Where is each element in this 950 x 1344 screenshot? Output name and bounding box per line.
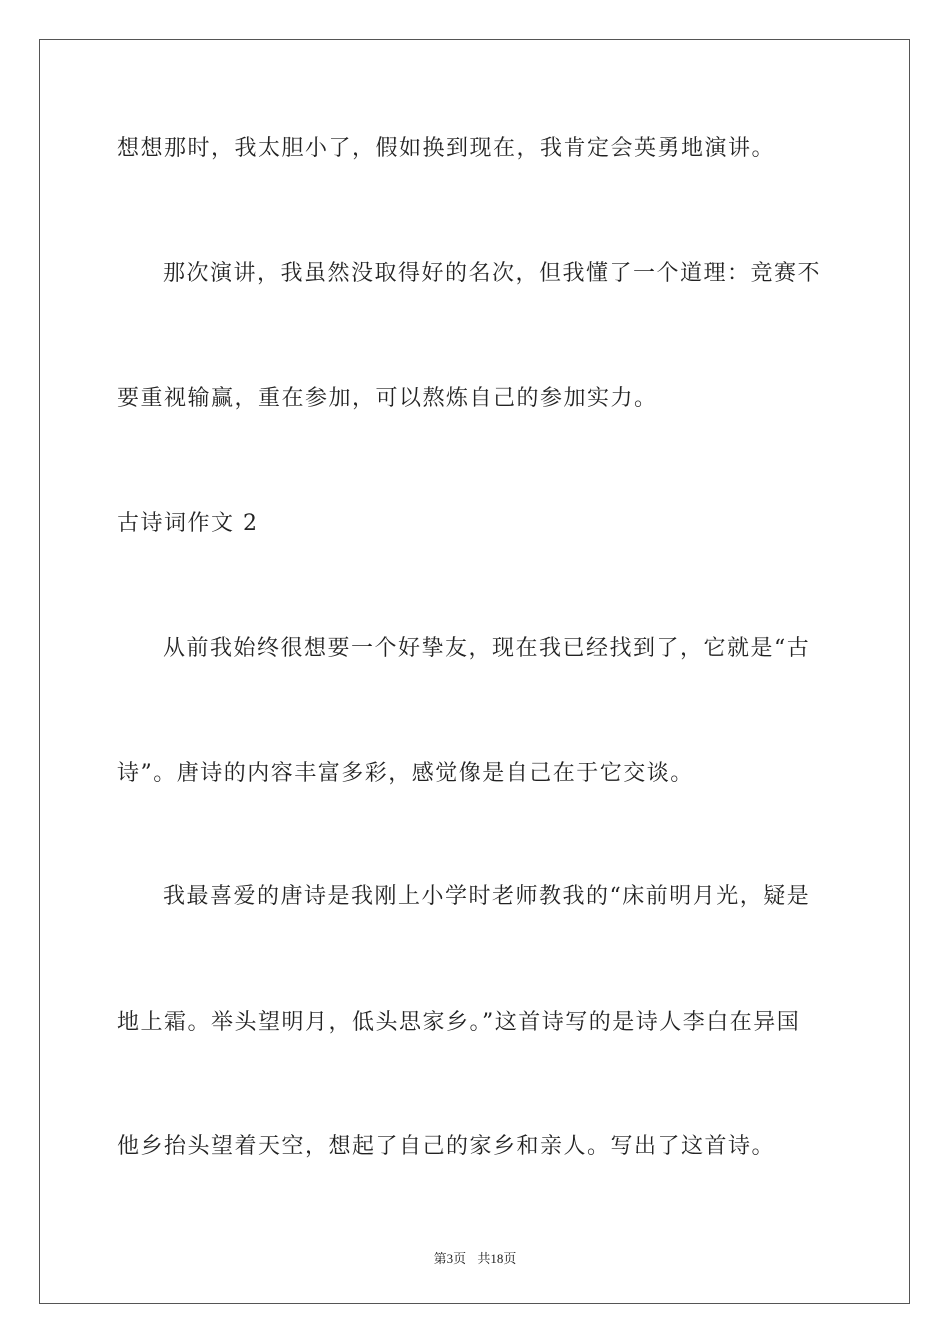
page-total: 共18页 — [477, 1251, 517, 1266]
page-frame — [39, 39, 910, 1304]
paragraph-line: 要重视输赢，重在参加，可以熬炼自己的参加实力。 — [117, 386, 658, 411]
paragraph-line: 从前我始终很想要一个好挚友，现在我已经找到了，它就是“古 — [163, 636, 811, 661]
paragraph-line: 那次演讲，我虽然没取得好的名次，但我懂了一个道理：竞赛不 — [163, 261, 822, 286]
paragraph-line: 想想那时，我太胆小了，假如换到现在，我肯定会英勇地演讲。 — [117, 136, 776, 161]
paragraph-line: 诗”。唐诗的内容丰富多彩，感觉像是自己在于它交谈。 — [117, 761, 694, 786]
page-number: 第3页 — [433, 1251, 467, 1266]
paragraph-line: 他乡抬头望着天空，想起了自己的家乡和亲人。写出了这首诗。 — [117, 1134, 776, 1159]
page-footer — [0, 1248, 950, 1267]
paragraph-line: 地上霜。举头望明月，低头思家乡。”这首诗写的是诗人李白在异国 — [117, 1010, 801, 1035]
section-heading: 古诗词作文 2 — [117, 511, 259, 536]
paragraph-line: 我最喜爱的唐诗是我刚上小学时老师教我的“床前明月光，疑是 — [163, 884, 811, 909]
